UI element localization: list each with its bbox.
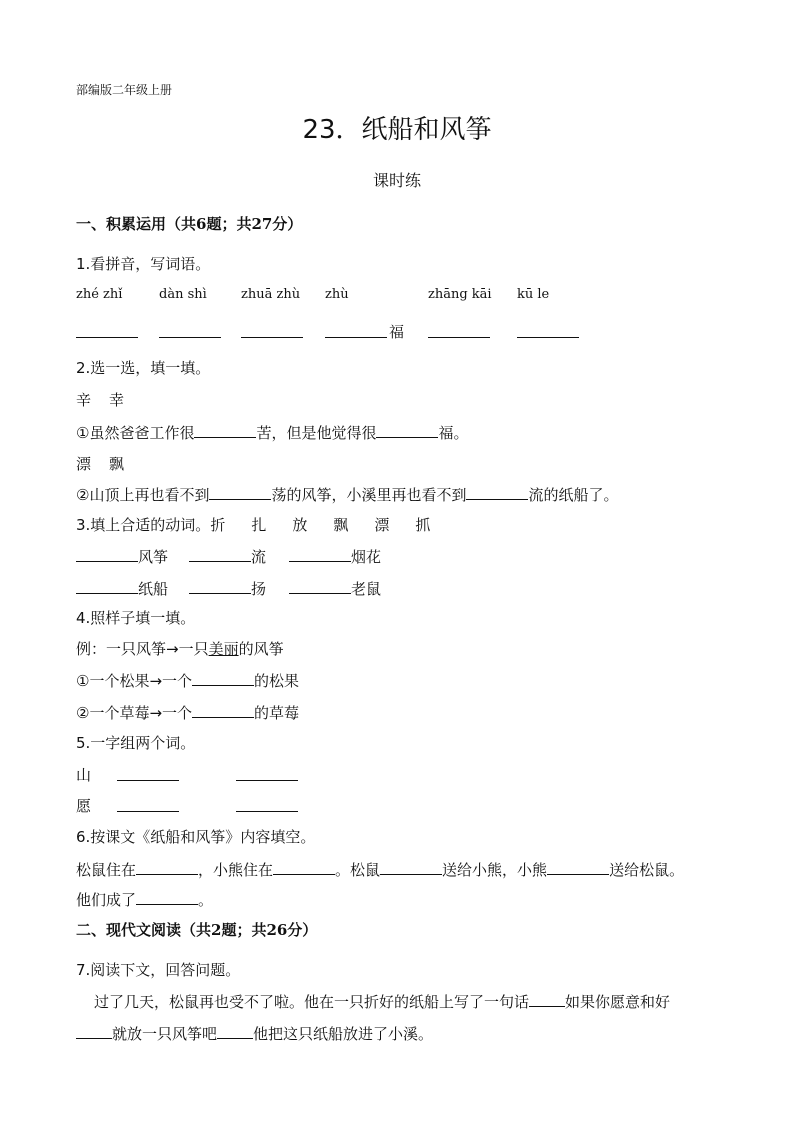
question-7-prompt: 7.阅读下文，回答问题。 bbox=[76, 961, 241, 979]
sentence-text: 。松鼠 bbox=[335, 861, 381, 879]
verb-option: 漂 bbox=[374, 516, 390, 534]
passage-text: 过了几天，松鼠再也受不了啦。他在一只折好的纸船上写了一句话 bbox=[94, 993, 530, 1011]
word-pair-1 bbox=[76, 390, 124, 410]
answer-blank[interactable] bbox=[159, 322, 221, 343]
answer-blank[interactable] bbox=[209, 484, 271, 500]
answer-blank[interactable] bbox=[189, 546, 251, 562]
answer-blank[interactable] bbox=[217, 1023, 253, 1039]
item-text: 的草莓 bbox=[254, 704, 300, 722]
answer-blank[interactable] bbox=[136, 859, 198, 875]
fill-item bbox=[189, 578, 266, 599]
example-text: 例：一只风筝→一只 bbox=[76, 640, 209, 658]
answer-blank[interactable] bbox=[289, 546, 351, 562]
verb-option: 放 bbox=[292, 516, 308, 534]
fill-item bbox=[189, 546, 266, 567]
answer-blank[interactable] bbox=[117, 765, 179, 786]
sentence-2 bbox=[76, 484, 618, 505]
section-heading-1: 一、积累运用（共6题；共27分） bbox=[76, 215, 303, 233]
pinyin-1: zhé zhǐ bbox=[76, 287, 123, 302]
sentence-text: ②山顶上再也看不到 bbox=[76, 486, 210, 504]
sentence-text: ，小熊住在 bbox=[198, 861, 274, 879]
answer-blank[interactable] bbox=[428, 322, 490, 343]
fill-item bbox=[76, 546, 168, 567]
option-char: 飘 bbox=[109, 455, 125, 473]
sentence-text: 送给小熊，小熊 bbox=[442, 861, 548, 879]
sentence-text: 。 bbox=[198, 891, 214, 909]
option-char: 漂 bbox=[76, 455, 92, 473]
item-line-1 bbox=[76, 670, 299, 691]
answer-blank[interactable] bbox=[192, 670, 254, 686]
char-fu: 福 bbox=[389, 323, 405, 341]
passage-line-2 bbox=[76, 1023, 433, 1044]
fill-item bbox=[76, 578, 168, 599]
question-3-prompt bbox=[76, 515, 430, 535]
fill-item bbox=[289, 578, 381, 599]
answer-blank[interactable] bbox=[376, 422, 438, 438]
page-title: 23．纸船和风筝 bbox=[302, 115, 492, 145]
answer-blank[interactable] bbox=[517, 322, 579, 343]
question-4-prompt: 4.照样子填一填。 bbox=[76, 609, 196, 627]
fill-item-text: 扬 bbox=[251, 580, 267, 598]
answer-blank[interactable] bbox=[241, 322, 303, 343]
example-underlined: 美丽 bbox=[208, 640, 239, 658]
pinyin-3: zhuā zhù bbox=[241, 287, 301, 302]
item-line-2 bbox=[76, 702, 299, 723]
answer-blank[interactable] bbox=[76, 322, 138, 343]
verb-option: 飘 bbox=[333, 516, 349, 534]
sentence-text: 荡的风筝，小溪里再也看不到 bbox=[271, 486, 467, 504]
passage-line-1 bbox=[94, 991, 670, 1012]
passage-text: 他把这只纸船放进了小溪。 bbox=[253, 1025, 434, 1043]
sentence-text: 福。 bbox=[438, 424, 469, 442]
fill-item-text: 老鼠 bbox=[351, 580, 382, 598]
fill-item-text: 流 bbox=[251, 548, 267, 566]
answer-blank[interactable] bbox=[325, 322, 387, 343]
verb-option: 扎 bbox=[251, 516, 267, 534]
q6-line-2 bbox=[76, 889, 213, 910]
pinyin-2: dàn shì bbox=[159, 287, 207, 302]
question-1-prompt: 1.看拼音，写词语。 bbox=[76, 255, 211, 273]
answer-blank[interactable] bbox=[76, 578, 138, 594]
answer-blank[interactable] bbox=[529, 991, 565, 1007]
sentence-text: 流的纸船了。 bbox=[528, 486, 619, 504]
prompt-text: 3.填上合适的动词。 bbox=[76, 516, 211, 534]
q6-line-1 bbox=[76, 859, 684, 880]
answer-blank[interactable] bbox=[192, 702, 254, 718]
sentence-text: 苦，但是他觉得很 bbox=[256, 424, 377, 442]
verb-option: 折 bbox=[210, 516, 226, 534]
fill-item-text: 烟花 bbox=[351, 548, 382, 566]
grade-label: 部编版二年级上册 bbox=[76, 83, 173, 97]
item-text: ②一个草莓→一个 bbox=[76, 704, 193, 722]
sentence-text: ①虽然爸爸工作很 bbox=[76, 424, 195, 442]
fill-item bbox=[289, 546, 381, 567]
char-yuan: 愿 bbox=[76, 797, 92, 815]
fill-item-text: 纸船 bbox=[138, 580, 169, 598]
pinyin-5: zhāng kāi bbox=[428, 287, 492, 302]
answer-blank[interactable] bbox=[189, 578, 251, 594]
option-char: 幸 bbox=[109, 391, 125, 409]
section-heading-2: 二、现代文阅读（共2题；共26分） bbox=[76, 921, 318, 939]
answer-blank[interactable] bbox=[547, 859, 609, 875]
answer-blank[interactable] bbox=[136, 889, 198, 905]
sentence-text: 松鼠住在 bbox=[76, 861, 137, 879]
example-text: 的风筝 bbox=[238, 640, 284, 658]
answer-blank[interactable] bbox=[236, 796, 298, 817]
pinyin-6: kū le bbox=[517, 287, 550, 302]
char-shan: 山 bbox=[76, 766, 92, 784]
option-char: 辛 bbox=[76, 391, 92, 409]
sentence-1 bbox=[76, 422, 468, 443]
answer-blank[interactable] bbox=[76, 1023, 112, 1039]
pinyin-4: zhù bbox=[325, 287, 349, 302]
sentence-text: 他们成了 bbox=[76, 891, 137, 909]
passage-text: 就放一只风筝吧 bbox=[112, 1025, 218, 1043]
passage-text: 如果你愿意和好 bbox=[565, 993, 671, 1011]
item-text: 的松果 bbox=[254, 672, 300, 690]
item-text: ①一个松果→一个 bbox=[76, 672, 193, 690]
question-2-prompt: 2.选一选，填一填。 bbox=[76, 359, 211, 377]
fill-item-text: 风筝 bbox=[138, 548, 169, 566]
sentence-text: 送给松鼠。 bbox=[609, 861, 685, 879]
answer-blank[interactable] bbox=[194, 422, 256, 438]
verb-option: 抓 bbox=[415, 516, 431, 534]
example-line bbox=[76, 639, 284, 659]
answer-blank[interactable] bbox=[236, 765, 298, 786]
answer-blank[interactable] bbox=[466, 484, 528, 500]
answer-blank[interactable] bbox=[117, 796, 179, 817]
page-subtitle: 课时练 bbox=[372, 171, 421, 190]
answer-blank[interactable] bbox=[273, 859, 335, 875]
answer-blank[interactable] bbox=[380, 859, 442, 875]
question-5-prompt: 5.一字组两个词。 bbox=[76, 734, 196, 752]
answer-blank[interactable] bbox=[289, 578, 351, 594]
question-6-prompt: 6.按课文《纸船和风筝》内容填空。 bbox=[76, 828, 316, 846]
answer-blank[interactable] bbox=[76, 546, 138, 562]
word-pair-2 bbox=[76, 454, 124, 474]
